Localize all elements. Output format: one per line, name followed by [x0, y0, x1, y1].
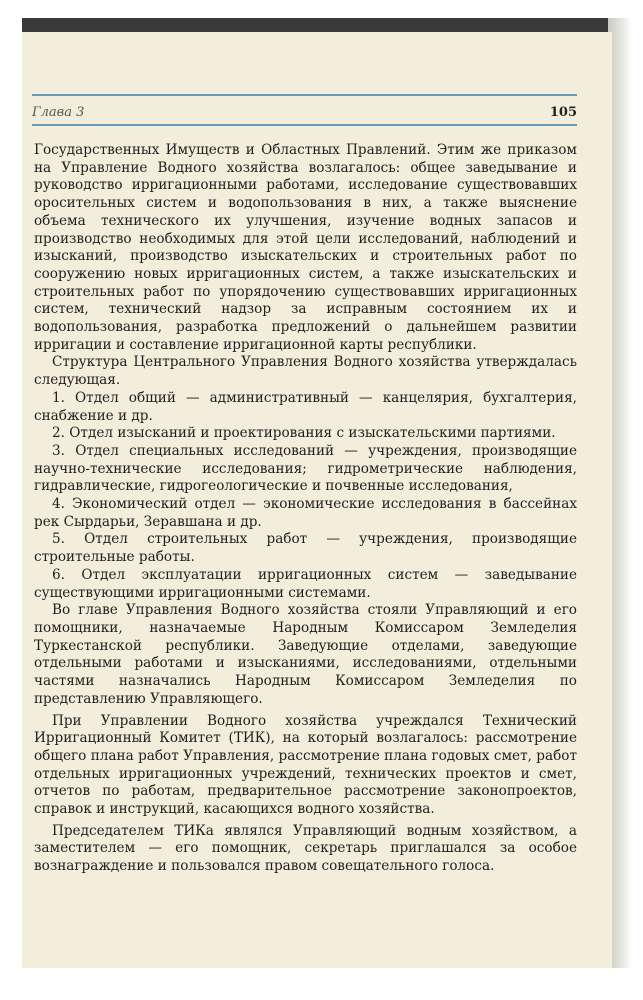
- paragraph: Председателем ТИКа являлся Управляющий водным хозяйством, а заместителем — его помощник, секретарь приглашался за особое вознаграждение и пользовался правом совещательного голоса.: [34, 822, 577, 875]
- chapter-label: Глава 3: [32, 105, 85, 120]
- header-rule-top: [32, 94, 577, 96]
- running-head: [32, 102, 577, 126]
- book-page: [22, 32, 612, 968]
- paragraph: При Управлении Водного хозяйства учреждался Технический Ирригационный Комитет (ТИК), на который возлагалось: рассмотрение общего плана работ Управления, рассмотрение плана годовых смет, работ отдельных ирригационных учреждений, технических проектов и смет, отчетов по работам, предварительное рассмотрение законопроектов, справок и инструкций, касающихся водного хозяйства.: [34, 712, 577, 818]
- body-text: [34, 142, 577, 876]
- list-item: 5. Отдел строительных работ — учреждения, производящие строительные работы.: [34, 531, 577, 566]
- paragraph: Структура Центрального Управления Водного хозяйства утверждалась следующая.: [34, 354, 577, 389]
- list-item: 2. Отдел изысканий и проектирования с изыскательскими партиями.: [52, 425, 556, 442]
- list-item: 1. Отдел общий — административный — канцелярия, бухгалтерия, снабжение и др.: [34, 389, 577, 424]
- header-rule-bottom: [32, 124, 577, 126]
- list-item: 6. Отдел эксплуатации ирригационных систем — заведывание существующими ирригационными системами.: [34, 566, 577, 601]
- list-item: 3. Отдел специальных исследований — учреждения, производящие научно-технические исследования; гидрометрические наблюдения, гидравлические, гидрогеологические и почвенные исследования,: [34, 442, 577, 495]
- list-item: 4. Экономический отдел — экономические исследования в бассейнах рек Сырдарьи, Зеравшана и др.: [34, 496, 577, 530]
- paragraph: Во главе Управления Водного хозяйства стояли Управляющий и его помощники, назначаемые Народным Комиссаром Земледелия Туркестанской республики. Заведующие отделами, заведующие отдельными работами и изысканиями, исследованиями, отдельными частями назначались Народным Комиссаром Земледелия по представлению Управляющего.: [34, 602, 577, 707]
- scan-edge-top: [22, 18, 632, 32]
- paragraph: Государственных Имуществ и Областных Правлений. Этим же приказом на Управление Водного хозяйства возлагалось: общее заведывание и руководство ирригационными работами, исследование существовавших оросительных систем и водопользования в них, а также выяснение объема технического их улучшения, изучение водных запасов и производство необходимых для этой цели исследований, наблюдений и изысканий, производство изыскательских и строительных работ по сооружению новых ирригационных систем, а также изыскательских и строительных работ по упорядочению существовавших ирригационных систем, технический надзор за исправным состоянием их и водопользования, разработка предложений о дальнейшем развитии ирригации и составление ирригационной карты республики.: [34, 142, 577, 353]
- page-number: 105: [549, 105, 577, 120]
